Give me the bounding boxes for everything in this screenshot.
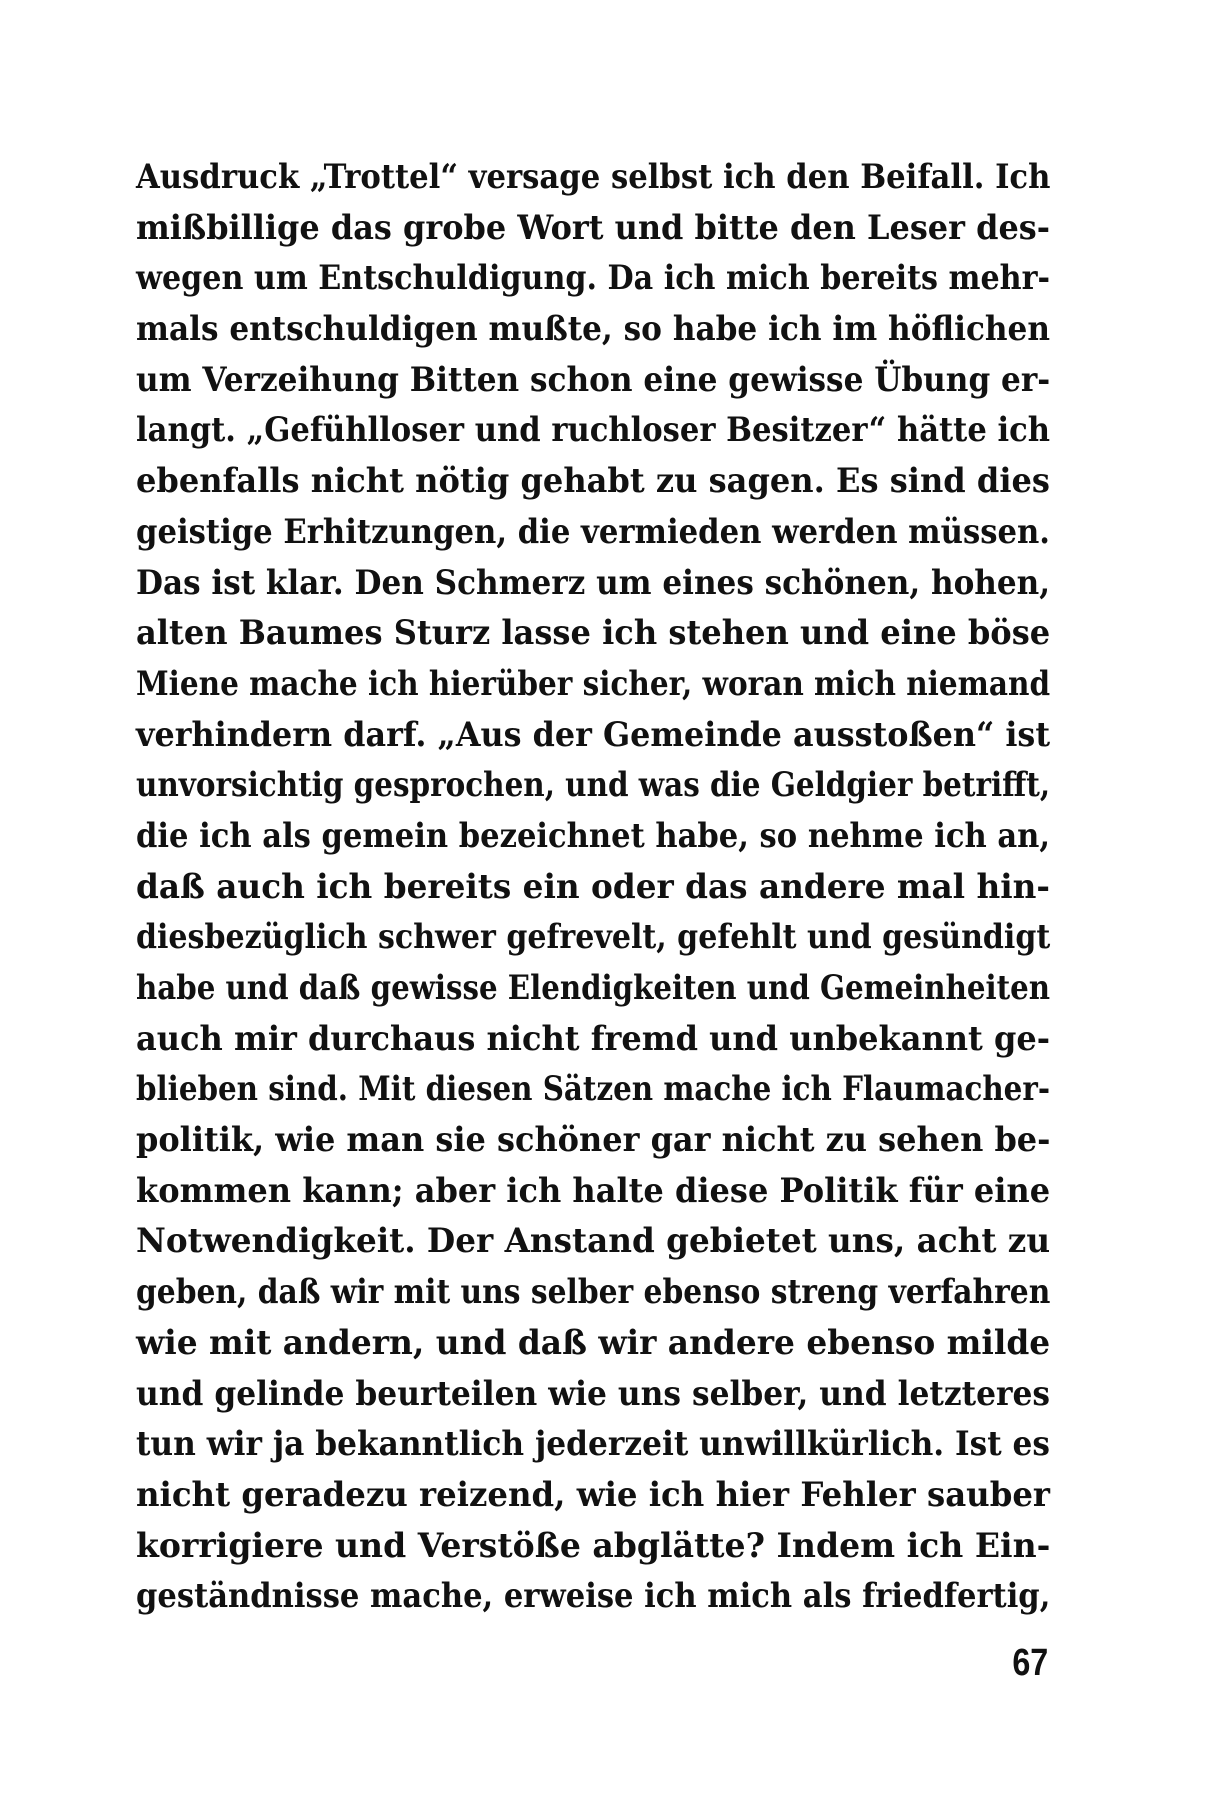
text-line: Notwendigkeit. Der Anstand gebietet uns, acht zu [136, 1221, 1051, 1262]
text-line: alten Baumes Sturz lasse ich stehen und eine böse [136, 613, 1051, 654]
text-line: Das ist klar. Den Schmerz um eines schönen, hohen, [136, 562, 1051, 603]
text-line: wegen um Entschuldigung. Da ich mich bereits mehr- [136, 258, 1050, 299]
text-line: geben, daß wir mit uns selber ebenso streng verfahren [136, 1272, 1051, 1313]
text-line: verhindern darf. „Aus der Gemeinde ausstoßen“ ist [136, 714, 1051, 755]
text-line: korrigiere und Verstöße abglätte? Indem ich Ein- [136, 1525, 1051, 1566]
text-line: blieben sind. Mit diesen Sätzen mache ich Flaumacher- [136, 1069, 1050, 1110]
text-line: geständnisse mache, erweise ich mich als friedfertig, [136, 1576, 1051, 1617]
text-line: die ich als gemein bezeichnet habe, so nehme ich an, [136, 815, 1051, 856]
text-line: unvorsichtig gesprochen, und was die Geldgier betrifft, [136, 765, 1051, 806]
text-line: wie mit andern, und daß wir andere ebenso milde [136, 1322, 1051, 1363]
text-line: diesbezüglich schwer gefrevelt, gefehlt und gesündigt [136, 917, 1051, 958]
text-line: und gelinde beurteilen wie uns selber, und letzteres [136, 1373, 1050, 1414]
text-line: politik, wie man sie schöner gar nicht zu sehen be- [136, 1120, 1051, 1161]
text-line: Ausdruck „Trottel“ versage selbst ich den Beifall. Ich [136, 157, 1051, 197]
text-line: nicht geradezu reizend, wie ich hier Fehler sauber [136, 1474, 1050, 1515]
text-line: ebenfalls nicht nötig gehabt zu sagen. Es sind dies [136, 461, 1050, 502]
text-line: kommen kann; aber ich halte diese Politik für eine [136, 1170, 1051, 1211]
text-line: mißbillige das grobe Wort und bitte den Leser des- [136, 207, 1050, 248]
text-line: mals entschuldigen mußte, so habe ich im höflichen [136, 309, 1050, 350]
text-line: Miene mache ich hierüber sicher, woran mich niemand [136, 663, 1051, 704]
text-line: habe und daß gewisse Elendigkeiten und Gemeinheiten [136, 968, 1050, 1008]
body-text [136, 152, 1050, 1622]
text-line: geistige Erhitzungen, die vermieden werden müssen. [136, 511, 1050, 552]
text-line: um Verzeihung Bitten schon eine gewisse Übung er- [136, 359, 1051, 400]
text-line: tun wir ja bekanntlich jederzeit unwillkürlich. Ist es [136, 1424, 1050, 1465]
text-line: daß auch ich bereits ein oder das andere mal hin- [136, 866, 1050, 907]
text-line: auch mir durchaus nicht fremd und unbekannt ge- [136, 1018, 1050, 1059]
page-number: 67 [1012, 1642, 1048, 1684]
text-line: langt. „Gefühlloser und ruchloser Besitzer“ hätte ich [136, 410, 1050, 451]
